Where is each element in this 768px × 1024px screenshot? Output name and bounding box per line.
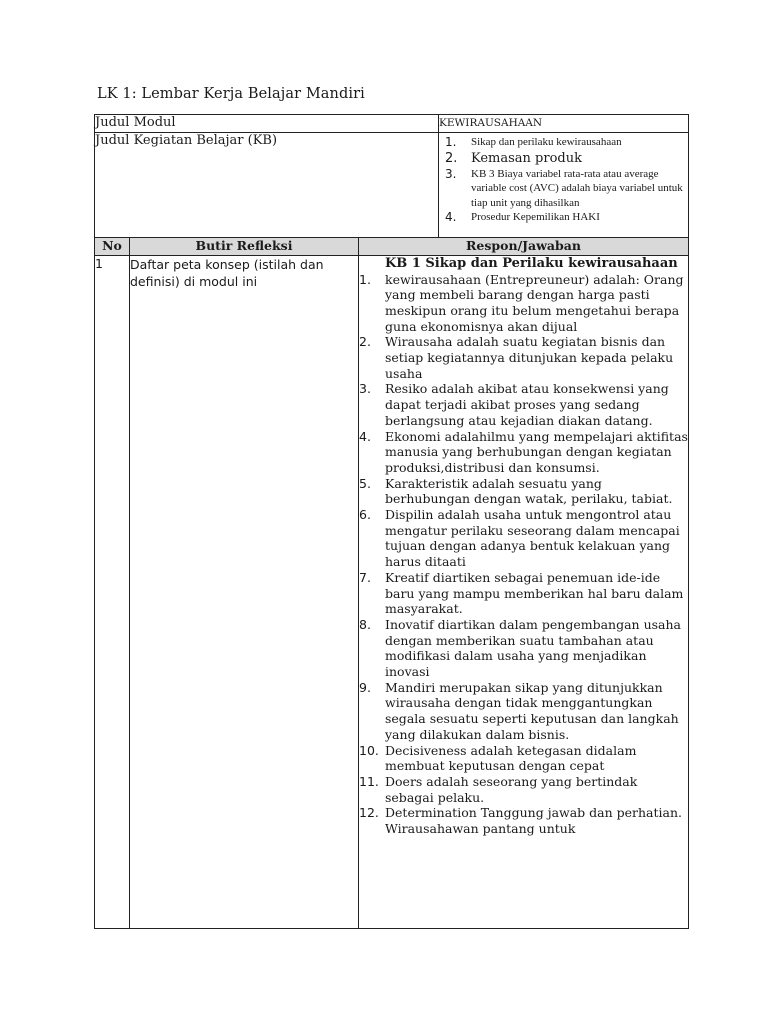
kb-item-text: Prosedur Kepemilikan HAKI [471,211,600,223]
kb-item-number: 2. [445,150,458,166]
list-item [359,476,688,507]
list-item [359,805,688,836]
list-item-text: Mandiri merupakan sikap yang ditunjukkan wirausaha dengan tidak menggantungkan segala sesuatu seperti keputusan dan langkah yang dilakukan dalam bisnis. [385,679,679,742]
list-item [359,743,688,774]
list-item-text: Resiko adalah akibat atau konsekwensi yang dapat terjadi akibat proses yang sedang berlangsung atau kejadian diakan datang. [385,381,669,428]
entry-number: 1 [95,256,130,929]
list-item-text: Doers adalah seseorang yang bertindak sebagai pelaku. [385,774,638,805]
judul-modul-label: Judul Modul [95,115,439,133]
kb-item-text: Sikap dan perilaku kewirausahaan [471,136,622,148]
kb-item-text: Kemasan produk [471,150,582,166]
worksheet-table [94,114,689,929]
list-item [359,334,688,381]
kb-list [439,133,688,225]
list-item-text: Wirausaha adalah suatu kegiatan bisnis dan setiap kegiatannya ditunjukan kepada pelaku usaha [385,334,674,381]
list-item-text: Dispilin adalah usaha untuk mengontrol atau mengatur perilaku seseorang dalam mencapai tujuan dengan adanya bentuk kelakuan yang harus ditaati [385,507,680,570]
table-row [95,256,689,929]
judul-kb-label: Judul Kegiatan Belajar (KB) [95,133,439,238]
list-item-number: 5. [359,475,371,491]
list-item-number: 4. [359,428,371,444]
list-item-number: 1. [359,271,371,287]
list-item [359,570,688,617]
list-item-text: kewirausahaan (Entrepreuneur) adalah: Orang yang membeli barang dengan harga pasti meskipun orang itu belum mengetahui berapa guna ekonomisnya akan dijual [385,271,684,334]
list-item-number: 10. [359,742,379,758]
list-item [359,774,688,805]
list-item-number: 2. [359,334,371,350]
list-item [359,429,688,476]
kb-item-text: KB 3 Biaya variabel rata-rata atau average variable cost (AVC) adalah biaya variabel untuk tiap unit yang dihasilkan [471,167,683,209]
list-item-text: Decisiveness adalah ketegasan didalam membuat keputusan dengan cepat [385,742,637,774]
kb-item [445,167,688,211]
table-header-row [95,238,689,256]
list-item-number: 6. [359,507,371,523]
list-item [359,272,688,335]
list-item-text: Determination Tanggung jawab dan perhatian. Wirausahawan pantang untuk [385,805,682,837]
list-item [359,680,688,743]
kb-item-number: 4. [445,210,457,224]
kb-item [445,210,688,225]
list-item-text: Kreatif diartiken sebagai penemuan ide-ide baru yang mampu memberikan hal baru dalam masyarakat. [385,569,684,617]
page-title: LK 1: Lembar Kerja Belajar Mandiri [97,86,365,102]
header-butir-refleksi: Butir Refleksi [130,238,359,256]
list-item-text: Inovatif diartikan dalam pengembangan usaha dengan memberikan suatu tambahan atau modifikasi dalam usaha yang menjadikan inovasi [385,616,681,680]
kb-item-number: 3. [445,166,457,181]
row-judul-modul [95,115,689,133]
list-item-number: 9. [359,679,371,695]
header-respon-jawaban: Respon/Jawaban [359,238,689,256]
response-title: KB 1 Sikap dan Perilaku kewirausahaan [385,256,678,271]
row-judul-kb [95,133,689,238]
list-item-number: 12. [359,805,379,821]
kb-item [445,150,688,167]
list-item [359,507,688,570]
header-no: No [95,238,130,256]
response-list [359,272,688,837]
list-item-number: 11. [359,774,379,789]
list-item-text: Ekonomi adalahilmu yang mempelajari aktifitas manusia yang berhubungan dengan kegiatan produksi,distribusi dan konsumsi. [385,428,688,475]
entry-response [359,256,689,929]
kb-item [445,135,688,150]
judul-kb-cell [439,133,689,238]
kb-item-number: 1. [445,135,457,149]
list-item-text: Karakteristik adalah sesuatu yang berhubungan dengan watak, perilaku, tabiat. [385,475,673,507]
list-item [359,381,688,428]
list-item-number: 8. [359,616,371,632]
entry-butir-refleksi: Daftar peta konsep (istilah dan definisi) di modul ini [130,256,359,929]
list-item-number: 7. [359,569,371,585]
list-item-number: 3. [359,381,371,397]
judul-modul-value: KEWIRAUSAHAAN [439,115,689,133]
list-item [359,617,688,680]
